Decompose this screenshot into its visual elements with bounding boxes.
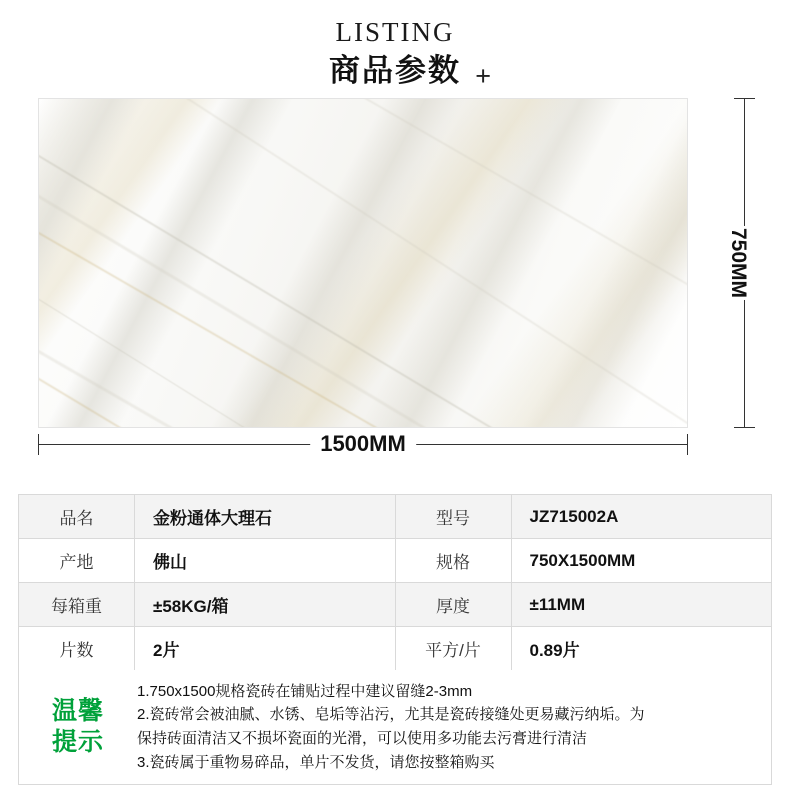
marble-vein bbox=[38, 159, 688, 428]
table-row bbox=[19, 627, 772, 671]
spec-key: 品名 bbox=[19, 495, 135, 539]
spec-value: ±11MM bbox=[511, 583, 772, 627]
spec-table bbox=[18, 494, 772, 671]
notice-text-list bbox=[137, 680, 771, 775]
width-dimension bbox=[38, 432, 688, 472]
spec-value: 金粉通体大理石 bbox=[135, 495, 396, 539]
spec-value: JZ715002A bbox=[511, 495, 772, 539]
table-row bbox=[19, 539, 772, 583]
dimension-cap-bottom bbox=[734, 427, 755, 428]
spec-key: 规格 bbox=[395, 539, 511, 583]
spec-key: 产地 bbox=[19, 539, 135, 583]
marble-vein bbox=[299, 98, 689, 411]
plus-icon: + bbox=[475, 60, 491, 91]
spec-key: 每箱重 bbox=[19, 583, 135, 627]
table-row bbox=[19, 495, 772, 539]
marble-vein bbox=[38, 304, 688, 428]
notice-item: 2.瓷砖常会被油腻、水锈、皂垢等沾污，尤其是瓷砖接缝处更易藏污纳垢。为 bbox=[137, 706, 645, 724]
spec-value: 2片 bbox=[135, 627, 396, 671]
notice-item: 保持砖面清洁又不损坏瓷面的光滑，可以使用多功能去污膏进行清洁 bbox=[137, 730, 588, 747]
spec-key: 平方/片 bbox=[395, 627, 511, 671]
spec-value: 0.89片 bbox=[511, 627, 772, 671]
spec-value: ±58KG/箱 bbox=[135, 583, 396, 627]
notice-box bbox=[18, 670, 772, 785]
spec-key: 型号 bbox=[395, 495, 511, 539]
header-english-title: LISTING bbox=[335, 17, 455, 47]
notice-item: 1.750x1500规格瓷砖在铺贴过程中建议留缝2-3mm bbox=[137, 682, 473, 700]
notice-tip-line1: 温馨 bbox=[51, 696, 104, 725]
header-chinese-wrap bbox=[329, 52, 491, 91]
notice-item: 3.瓷砖属于重物易碎品，单片不发货，请您按整箱购买 bbox=[137, 753, 495, 771]
dimension-cap-top bbox=[734, 98, 755, 99]
marble-vein bbox=[38, 209, 688, 428]
width-dimension-label: 1500MM bbox=[310, 431, 416, 457]
page-header bbox=[0, 0, 790, 91]
height-dimension-label: 750MM bbox=[722, 226, 754, 300]
page-title: 商品参数 bbox=[329, 52, 461, 88]
marble-vein bbox=[38, 399, 688, 428]
dimension-cap-right bbox=[687, 434, 688, 455]
marble-vein bbox=[38, 249, 688, 428]
spec-value: 佛山 bbox=[135, 539, 396, 583]
tile-image bbox=[38, 98, 688, 428]
table-row bbox=[19, 583, 772, 627]
notice-tip-line2: 提示 bbox=[51, 728, 104, 756]
notice-tip-label bbox=[19, 696, 137, 759]
height-dimension bbox=[710, 98, 766, 428]
marble-vein bbox=[38, 119, 688, 428]
spec-key: 厚度 bbox=[395, 583, 511, 627]
dimension-cap-left bbox=[38, 434, 39, 455]
product-figure bbox=[20, 98, 770, 468]
spec-value: 750X1500MM bbox=[511, 539, 772, 583]
marble-vein bbox=[158, 98, 688, 428]
spec-key: 片数 bbox=[19, 627, 135, 671]
